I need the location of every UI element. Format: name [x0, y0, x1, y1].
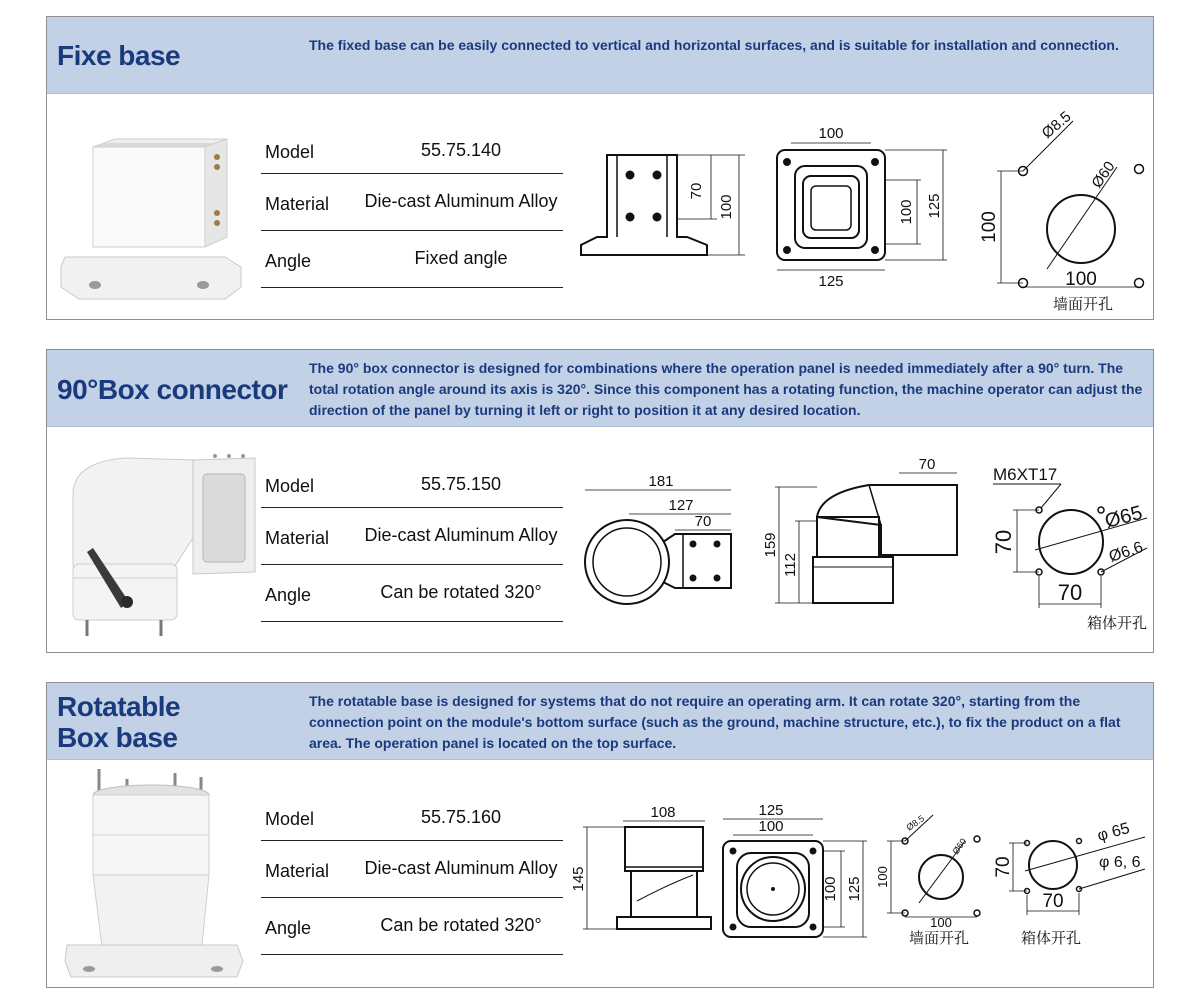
section-header: [47, 17, 1153, 94]
spec-value: Die-cast Aluminum Alloy: [364, 525, 558, 545]
section-title-line-2: Box base: [57, 722, 178, 753]
dim-70: 70: [993, 856, 1014, 878]
spec-label: Model: [265, 809, 315, 829]
dim-hole-diameter: Ø8.5: [904, 813, 927, 833]
spec-value: 55.75.160: [420, 807, 502, 827]
rotatable-base-product-photo: [61, 765, 247, 985]
dim-circle-diameter: Ø60: [950, 836, 969, 857]
dim-125: 125: [846, 876, 863, 902]
rotatable-base-front-drawing: [719, 801, 879, 941]
fixe-base-front-drawing: [771, 122, 961, 302]
dim-100: 100: [930, 915, 952, 930]
fixe-base-side-drawing: [577, 147, 757, 267]
spec-value: 55.75.150: [420, 474, 502, 494]
spec-value: Can be rotated 320°: [380, 582, 542, 602]
wall-hole-caption: 墙面开孔: [908, 929, 970, 947]
box-connector-hole-pattern: [977, 458, 1152, 638]
spec-label: Model: [265, 142, 315, 162]
section-rotatable-box-base: [46, 682, 1154, 988]
dim-127: 127: [668, 497, 694, 514]
spec-row-model: [261, 789, 563, 841]
section-description: The fixed base can be easily connected to vertical and horizontal surfaces, and is suitable for installation and connection.: [309, 37, 1119, 53]
hole-caption: 墙面开孔: [1052, 295, 1114, 313]
dim-100: 100: [979, 211, 1000, 243]
spec-label: Model: [265, 476, 315, 496]
spec-table: [261, 456, 563, 622]
dim-100: 100: [822, 876, 839, 902]
dim-circle-diameter: Ø65: [1102, 501, 1145, 533]
spec-label: Angle: [265, 918, 312, 938]
section-description: The rotatable base is designed for systems that do not require an operating arm. It can rotate 320°, starting from the connection point on the module's bottom surface (such as the ground, machine structure, etc.), to fix the product on a flat area. The operation panel is located on the top surface.: [309, 693, 1121, 751]
spec-value: Fixed angle: [414, 248, 508, 268]
spec-row-material: [261, 841, 563, 898]
spec-label: Angle: [265, 585, 312, 605]
spec-row-model: [261, 456, 563, 508]
dim-125: 125: [818, 273, 844, 290]
dim-hole-diameter: Ø8.5: [1038, 108, 1075, 143]
spec-value: 55.75.140: [420, 140, 502, 160]
dim-100: 100: [1065, 269, 1097, 290]
spec-value: Die-cast Aluminum Alloy: [364, 191, 558, 211]
dim-145: 145: [570, 866, 587, 892]
dim-100: 100: [718, 194, 735, 220]
spec-label: Material: [265, 528, 330, 548]
dim-181: 181: [648, 473, 674, 490]
dim-70: 70: [688, 182, 705, 200]
dim-circle-diameter: φ 65: [1095, 819, 1132, 845]
spec-table: [261, 789, 563, 955]
rotatable-base-wall-hole-pattern: [875, 801, 995, 951]
hole-caption: 箱体开孔: [1086, 614, 1148, 632]
dim-70: 70: [1042, 891, 1064, 912]
section-title: Fixe base: [57, 40, 181, 71]
dim-159: 159: [762, 532, 779, 558]
spec-row-model: [261, 122, 563, 174]
dim-100: 100: [758, 818, 784, 835]
dim-thread: M6XT17: [993, 465, 1058, 484]
section-fixe-base: [46, 16, 1154, 320]
fixe-base-product-photo: [55, 117, 251, 307]
dim-hole-diameter: φ 6, 6: [1099, 854, 1141, 871]
section-header: [47, 350, 1153, 427]
dim-125: 125: [758, 802, 784, 819]
dim-70: 70: [694, 513, 712, 530]
spec-value: Can be rotated 320°: [380, 915, 542, 935]
box-hole-caption: 箱体开孔: [1020, 929, 1082, 947]
dim-100: 100: [818, 125, 844, 142]
spec-row-material: [261, 174, 563, 231]
dim-100: 100: [875, 866, 890, 888]
spec-row-angle: [261, 231, 563, 288]
dim-112: 112: [782, 553, 799, 577]
box-connector-side-drawing: [762, 455, 964, 615]
spec-row-angle: [261, 565, 563, 622]
section-90-box-connector: [46, 349, 1154, 653]
section-header: [47, 683, 1153, 760]
spec-value: Die-cast Aluminum Alloy: [364, 858, 558, 878]
dim-70: 70: [991, 529, 1016, 555]
dim-70: 70: [1057, 580, 1083, 605]
fixe-base-hole-pattern: [977, 109, 1152, 314]
rotatable-base-side-drawing: [570, 801, 727, 941]
box-connector-product-photo: [65, 452, 265, 642]
spec-row-angle: [261, 898, 563, 955]
section-title-line-1: Rotatable: [57, 691, 181, 722]
dim-108: 108: [650, 804, 676, 821]
dim-125: 125: [926, 193, 943, 219]
box-connector-top-drawing: [579, 470, 739, 610]
dim-hole-diameter: Ø6.6: [1106, 538, 1146, 566]
spec-row-material: [261, 508, 563, 565]
section-description: The 90° box connector is designed for combinations where the operation panel is needed immediately after a 90° turn. The total rotation angle around its axis is 320°. Since this component has a rotating function, the machine operator can adjust the direction of the panel by turning it left or right to position it at any desired location.: [309, 360, 1143, 418]
spec-label: Material: [265, 194, 330, 214]
dim-100: 100: [898, 199, 915, 225]
rotatable-base-box-hole-pattern: [995, 819, 1151, 951]
dim-70: 70: [918, 456, 936, 473]
spec-label: Angle: [265, 251, 312, 271]
spec-table: [261, 122, 563, 288]
section-title: 90°Box connector: [57, 374, 288, 405]
spec-label: Material: [265, 861, 330, 881]
dim-circle-diameter: Ø60: [1088, 158, 1119, 192]
